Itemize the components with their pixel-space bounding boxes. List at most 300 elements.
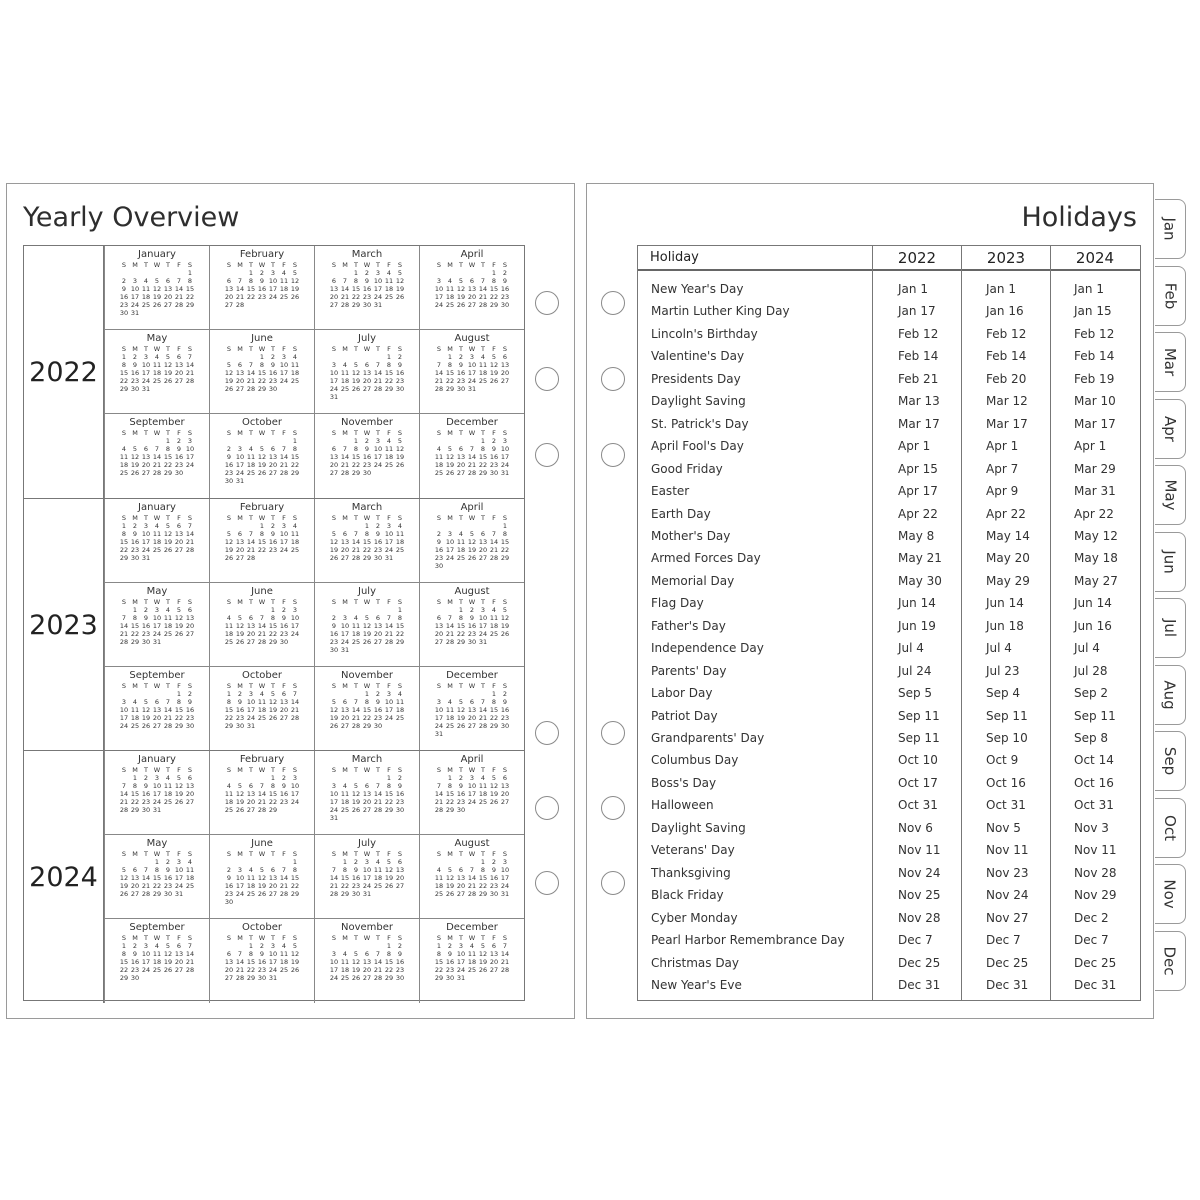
- day-number: 21: [489, 546, 499, 554]
- day-number: 3: [143, 942, 149, 950]
- day-number: 29: [500, 554, 510, 562]
- day-number: 10: [130, 285, 140, 293]
- day-number: 8: [292, 445, 298, 453]
- day-number: 25: [279, 293, 289, 301]
- holiday-date-2022: Nov 25: [898, 888, 941, 903]
- day-number: 22: [456, 630, 466, 638]
- day-number: 29: [384, 806, 394, 814]
- day-header: F: [492, 682, 496, 690]
- holiday-date-2022: Jan 1: [898, 282, 928, 296]
- day-number: 8: [270, 782, 276, 790]
- day-number: 29: [351, 469, 361, 477]
- day-number: 10: [467, 361, 477, 369]
- day-number: 14: [257, 622, 267, 630]
- day-number: 4: [436, 866, 442, 874]
- day-number: 16: [224, 461, 234, 469]
- month-name: August: [454, 333, 490, 344]
- day-number: 16: [500, 706, 510, 714]
- binder-hole: [601, 721, 625, 745]
- day-number: 13: [373, 622, 383, 630]
- day-header: W: [258, 429, 266, 437]
- month-name: September: [129, 417, 185, 428]
- day-number: 12: [445, 453, 455, 461]
- day-number: 3: [143, 522, 149, 530]
- day-number: 13: [185, 614, 195, 622]
- month-tab-oct[interactable]: [1155, 798, 1186, 858]
- day-header: M: [342, 261, 348, 269]
- day-number: 19: [362, 630, 372, 638]
- day-number: 19: [235, 630, 245, 638]
- month-tab-sep[interactable]: [1155, 731, 1186, 791]
- month-day-grid: [420, 682, 524, 738]
- month-name: April: [460, 502, 484, 513]
- month-tab-jul[interactable]: [1155, 598, 1186, 658]
- day-number: 7: [165, 698, 171, 706]
- day-number: 6: [270, 445, 276, 453]
- day-number: 19: [478, 958, 488, 966]
- day-number: 14: [329, 874, 339, 882]
- day-number: 9: [281, 614, 287, 622]
- empty-day: [224, 353, 235, 361]
- day-number: 1: [364, 690, 370, 698]
- day-number: 15: [268, 622, 278, 630]
- day-number: 6: [176, 353, 182, 361]
- empty-day: [174, 269, 185, 277]
- day-number: 16: [445, 958, 455, 966]
- day-number: 10: [329, 790, 339, 798]
- binder-hole: [601, 796, 625, 820]
- day-number: 3: [281, 522, 287, 530]
- day-number: 8: [292, 866, 298, 874]
- day-header: F: [492, 598, 496, 606]
- day-number: 25: [456, 554, 466, 562]
- day-header: S: [292, 850, 298, 858]
- day-header: M: [132, 345, 138, 353]
- day-number: 11: [467, 950, 477, 958]
- day-number: 2: [397, 942, 403, 950]
- year-column-header: 2023: [986, 249, 1026, 267]
- day-number: 12: [351, 790, 361, 798]
- holiday-date-2023: Apr 7: [986, 461, 1019, 476]
- holiday-date-2023: Apr 1: [986, 439, 1019, 454]
- day-number: 3: [436, 277, 442, 285]
- day-number: 16: [395, 369, 405, 377]
- day-number: 30: [500, 301, 510, 309]
- day-number: 7: [502, 942, 508, 950]
- day-header: S: [292, 514, 298, 522]
- day-number: 7: [436, 782, 442, 790]
- month-tab-label: Feb: [1161, 282, 1179, 309]
- day-number: 13: [246, 790, 256, 798]
- month-tab-jan[interactable]: [1155, 199, 1186, 259]
- day-number: 4: [386, 269, 392, 277]
- day-header: W: [153, 682, 161, 690]
- day-number: 26: [268, 714, 278, 722]
- day-header: M: [237, 514, 243, 522]
- day-number: 15: [500, 538, 510, 546]
- day-number: 2: [143, 774, 149, 782]
- holiday-date-2024: Dec 31: [1074, 977, 1117, 992]
- month-tab-aug[interactable]: [1155, 665, 1186, 725]
- day-number: 3: [292, 774, 298, 782]
- day-number: 17: [268, 958, 278, 966]
- day-number: 28: [119, 638, 129, 646]
- empty-day: [434, 606, 445, 614]
- day-header: T: [354, 682, 358, 690]
- day-header: T: [481, 766, 485, 774]
- day-header: T: [481, 850, 485, 858]
- day-number: 22: [290, 461, 300, 469]
- day-number: 2: [270, 353, 276, 361]
- binder-hole: [601, 871, 625, 895]
- day-header: S: [502, 345, 508, 353]
- day-number: 23: [445, 966, 455, 974]
- month-name: July: [358, 333, 376, 344]
- table-row: [638, 638, 1140, 660]
- day-number: 13: [467, 706, 477, 714]
- day-header: M: [342, 682, 348, 690]
- day-header: W: [153, 345, 161, 353]
- holiday-date-2022: Apr 1: [898, 439, 931, 454]
- month-day-grid: [210, 514, 314, 562]
- day-number: 29: [268, 806, 278, 814]
- month-tab-label: May: [1161, 479, 1180, 511]
- holiday-date-2023: Dec 31: [986, 977, 1029, 992]
- day-number: 22: [445, 377, 455, 385]
- day-number: 8: [121, 950, 127, 958]
- day-number: 25: [141, 301, 151, 309]
- day-number: 5: [397, 437, 403, 445]
- day-header: W: [153, 934, 161, 942]
- day-number: 6: [364, 361, 370, 369]
- day-number: 23: [456, 377, 466, 385]
- year-label: 2023: [24, 499, 104, 751]
- day-number: 11: [185, 866, 195, 874]
- month-tab-jun[interactable]: [1155, 532, 1186, 592]
- day-number: 31: [329, 393, 339, 401]
- empty-day: [152, 269, 163, 277]
- day-number: 16: [351, 874, 361, 882]
- day-number: 5: [165, 942, 171, 950]
- day-number: 18: [279, 958, 289, 966]
- day-number: 13: [174, 361, 184, 369]
- day-number: 4: [226, 782, 232, 790]
- day-number: 20: [362, 798, 372, 806]
- month-tab-nov[interactable]: [1155, 864, 1186, 924]
- day-number: 23: [141, 798, 151, 806]
- day-header: S: [292, 429, 298, 437]
- day-number: 17: [478, 622, 488, 630]
- day-number: 8: [342, 866, 348, 874]
- day-number: 4: [248, 866, 254, 874]
- holiday-date-2024: Mar 31: [1074, 484, 1116, 499]
- day-header: T: [354, 345, 358, 353]
- day-header: T: [144, 429, 148, 437]
- day-number: 3: [270, 269, 276, 277]
- day-number: 21: [257, 630, 267, 638]
- day-number: 30: [224, 898, 234, 906]
- day-header: F: [387, 850, 391, 858]
- day-number: 26: [500, 630, 510, 638]
- day-number: 28: [257, 638, 267, 646]
- day-number: 24: [456, 966, 466, 974]
- day-number: 15: [445, 369, 455, 377]
- day-number: 7: [176, 277, 182, 285]
- day-number: 19: [489, 790, 499, 798]
- day-number: 15: [119, 369, 129, 377]
- month-mini-calendar: [314, 751, 419, 835]
- day-number: 4: [121, 445, 127, 453]
- day-number: 25: [340, 974, 350, 982]
- day-number: 13: [268, 874, 278, 882]
- day-number: 16: [456, 369, 466, 377]
- day-number: 3: [237, 866, 243, 874]
- holiday-date-2022: Feb 12: [898, 326, 939, 341]
- day-number: 14: [478, 706, 488, 714]
- day-number: 1: [447, 774, 453, 782]
- day-number: 2: [397, 774, 403, 782]
- month-tab-apr[interactable]: [1155, 399, 1186, 459]
- empty-day: [329, 690, 340, 698]
- day-number: 10: [478, 614, 488, 622]
- day-number: 30: [362, 469, 372, 477]
- day-number: 2: [491, 437, 497, 445]
- day-number: 7: [187, 353, 193, 361]
- day-header: T: [376, 934, 380, 942]
- day-number: 30: [119, 309, 129, 317]
- day-header: S: [436, 429, 442, 437]
- day-header: T: [459, 261, 463, 269]
- month-name: January: [138, 249, 176, 260]
- day-number: 14: [384, 622, 394, 630]
- empty-day: [445, 269, 456, 277]
- day-header: T: [354, 934, 358, 942]
- day-number: 21: [119, 798, 129, 806]
- day-number: 6: [364, 782, 370, 790]
- day-number: 3: [447, 530, 453, 538]
- day-header: S: [121, 682, 127, 690]
- day-header: M: [237, 429, 243, 437]
- holiday-date-2024: Jul 4: [1074, 641, 1100, 656]
- day-number: 26: [152, 301, 162, 309]
- day-header: S: [226, 345, 232, 353]
- day-number: 9: [397, 782, 403, 790]
- day-number: 21: [478, 293, 488, 301]
- month-name: April: [460, 249, 484, 260]
- holiday-date-2022: Dec 31: [898, 977, 941, 992]
- day-number: 28: [279, 469, 289, 477]
- month-name: November: [340, 417, 394, 428]
- day-header: T: [481, 598, 485, 606]
- month-mini-calendar: [419, 835, 524, 919]
- day-number: 14: [434, 369, 444, 377]
- day-number: 23: [224, 890, 234, 898]
- day-number: 15: [130, 622, 140, 630]
- day-header: F: [282, 514, 286, 522]
- month-mini-calendar: [419, 751, 524, 835]
- holiday-name: New Year's Day: [651, 282, 744, 296]
- day-number: 25: [119, 469, 129, 477]
- day-number: 23: [235, 714, 245, 722]
- day-number: 28: [500, 966, 510, 974]
- day-header: T: [166, 766, 170, 774]
- month-tab-dec[interactable]: [1155, 931, 1186, 991]
- day-number: 10: [456, 950, 466, 958]
- empty-day: [163, 690, 174, 698]
- day-number: 25: [163, 798, 173, 806]
- day-number: 9: [458, 782, 464, 790]
- empty-day: [456, 858, 467, 866]
- day-number: 15: [130, 790, 140, 798]
- day-number: 17: [290, 790, 300, 798]
- holiday-date-2024: Mar 17: [1074, 416, 1116, 431]
- day-header: M: [342, 345, 348, 353]
- day-number: 5: [331, 698, 337, 706]
- day-number: 15: [384, 958, 394, 966]
- day-number: 15: [489, 706, 499, 714]
- empty-day: [246, 774, 257, 782]
- empty-day: [141, 858, 152, 866]
- day-number: 14: [351, 538, 361, 546]
- day-number: 24: [362, 882, 372, 890]
- day-number: 17: [500, 453, 510, 461]
- holiday-name: Flag Day: [651, 596, 704, 611]
- day-header: S: [121, 514, 127, 522]
- day-header: W: [363, 429, 371, 437]
- day-number: 25: [152, 377, 162, 385]
- day-number: 26: [351, 385, 361, 393]
- day-header: F: [282, 682, 286, 690]
- day-number: 5: [491, 353, 497, 361]
- day-number: 31: [268, 974, 278, 982]
- day-number: 8: [353, 445, 359, 453]
- holiday-name: Earth Day: [651, 506, 711, 521]
- month-tab-feb[interactable]: [1155, 266, 1186, 326]
- day-header: M: [342, 850, 348, 858]
- day-header: W: [468, 850, 476, 858]
- day-header: M: [132, 429, 138, 437]
- day-header: W: [153, 766, 161, 774]
- month-day-grid: [210, 850, 314, 906]
- day-header: M: [237, 682, 243, 690]
- day-number: 9: [502, 277, 508, 285]
- day-header: S: [436, 598, 442, 606]
- month-day-grid: [210, 261, 314, 309]
- month-name: April: [460, 754, 484, 765]
- day-header: S: [226, 261, 232, 269]
- day-header: S: [502, 261, 508, 269]
- day-number: 23: [500, 293, 510, 301]
- day-number: 26: [141, 722, 151, 730]
- day-number: 7: [375, 950, 381, 958]
- day-number: 20: [130, 882, 140, 890]
- holiday-date-2024: Feb 12: [1074, 326, 1115, 341]
- binder-hole: [601, 291, 625, 315]
- day-number: 21: [185, 538, 195, 546]
- day-number: 27: [395, 882, 405, 890]
- day-number: 2: [375, 690, 381, 698]
- day-number: 19: [163, 958, 173, 966]
- empty-day: [246, 353, 257, 361]
- holiday-date-2022: Feb 21: [898, 371, 939, 386]
- day-number: 19: [456, 714, 466, 722]
- day-number: 19: [119, 882, 129, 890]
- month-name: July: [358, 838, 376, 849]
- day-header: S: [436, 934, 442, 942]
- day-header: S: [397, 934, 403, 942]
- holiday-date-2024: Apr 22: [1074, 506, 1114, 521]
- day-header: T: [354, 261, 358, 269]
- holiday-date-2022: Apr 17: [898, 484, 938, 499]
- day-number: 5: [154, 277, 160, 285]
- month-name: October: [241, 922, 283, 933]
- month-tab-label: Oct: [1161, 814, 1179, 841]
- day-number: 11: [384, 277, 394, 285]
- day-number: 6: [248, 614, 254, 622]
- day-number: 14: [174, 285, 184, 293]
- year-block: [24, 246, 524, 498]
- day-number: 11: [141, 285, 151, 293]
- day-number: 27: [329, 469, 339, 477]
- holiday-date-2023: Oct 16: [986, 775, 1026, 790]
- day-number: 10: [373, 277, 383, 285]
- day-number: 17: [174, 874, 184, 882]
- empty-day: [434, 269, 445, 277]
- day-number: 26: [351, 974, 361, 982]
- empty-day: [329, 522, 340, 530]
- day-number: 3: [237, 445, 243, 453]
- day-number: 18: [434, 882, 444, 890]
- day-number: 11: [152, 361, 162, 369]
- yearly-overview-page: [6, 183, 575, 1019]
- day-number: 24: [290, 798, 300, 806]
- month-day-grid: [420, 261, 524, 309]
- day-number: 15: [351, 285, 361, 293]
- day-number: 1: [176, 690, 182, 698]
- day-number: 24: [329, 385, 339, 393]
- day-number: 7: [469, 445, 475, 453]
- day-number: 30: [445, 974, 455, 982]
- day-number: 2: [187, 690, 193, 698]
- day-number: 26: [445, 890, 455, 898]
- day-number: 24: [290, 630, 300, 638]
- day-number: 1: [342, 858, 348, 866]
- day-number: 20: [174, 958, 184, 966]
- month-tab-may[interactable]: [1155, 465, 1186, 525]
- day-number: 31: [329, 814, 339, 822]
- day-number: 27: [185, 798, 195, 806]
- day-number: 3: [364, 858, 370, 866]
- year-column-header: 2022: [897, 249, 937, 267]
- day-number: 13: [279, 698, 289, 706]
- day-number: 18: [395, 538, 405, 546]
- day-number: 26: [489, 377, 499, 385]
- day-header: T: [459, 850, 463, 858]
- empty-day: [340, 269, 351, 277]
- day-number: 16: [257, 285, 267, 293]
- day-number: 26: [456, 722, 466, 730]
- day-number: 10: [279, 530, 289, 538]
- day-header: T: [249, 850, 253, 858]
- day-number: 14: [340, 285, 350, 293]
- day-number: 13: [152, 706, 162, 714]
- day-number: 10: [268, 277, 278, 285]
- day-number: 20: [478, 546, 488, 554]
- day-number: 12: [395, 277, 405, 285]
- day-number: 17: [268, 285, 278, 293]
- month-tab-mar[interactable]: [1155, 332, 1186, 392]
- day-number: 27: [152, 722, 162, 730]
